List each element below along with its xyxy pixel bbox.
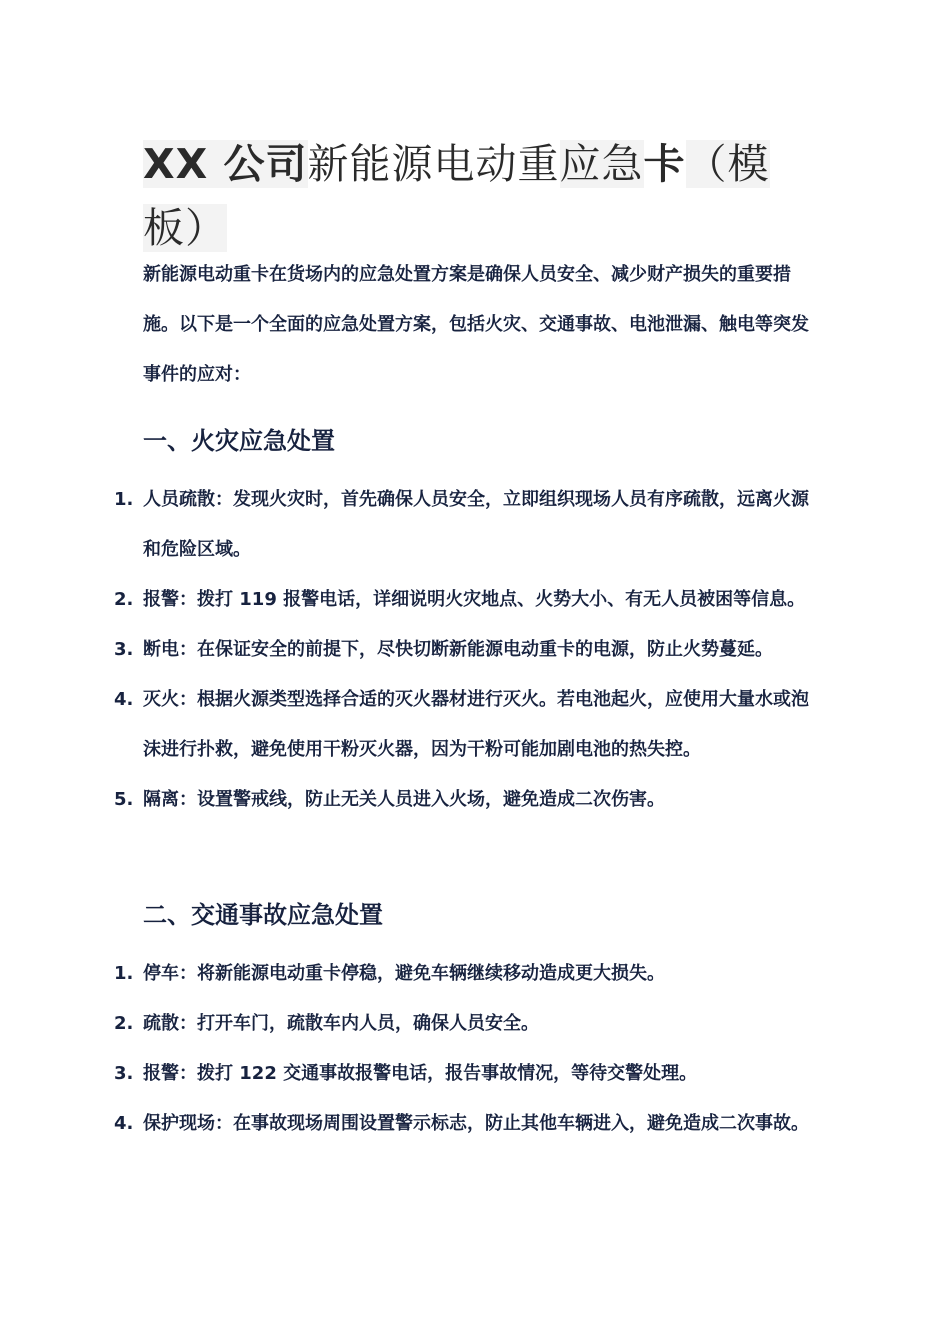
list-item-number: 5. [114, 789, 134, 810]
title-segment: 卡 [643, 140, 686, 188]
title-segment: 应急 [559, 140, 644, 188]
list-item-number: 4. [114, 689, 134, 710]
list-item-text: 人员疏散：发现火灾时，首先确保人员安全，立即组织现场人员有序疏散，远离火源和危险区域。 [143, 489, 809, 560]
list-item-text: 灭火：根据火源类型选择合适的灭火器材进行灭火。若电池起火，应使用大量水或泡沫进行扑救，避免使用干粉灭火器，因为干粉可能加剧电池的热失控。 [143, 689, 809, 760]
list-item-number: 1. [114, 963, 134, 984]
list-item [0, 575, 813, 625]
document-title [143, 132, 823, 260]
title-segment: （模 [685, 140, 770, 188]
list-item-number: 3. [114, 639, 134, 660]
list-item [0, 625, 813, 675]
list-item-text: 保护现场：在事故现场周围设置警示标志，防止其他车辆进入，避免造成二次事故。 [143, 1113, 809, 1134]
list-item-text: 停车：将新能源电动重卡停稳，避免车辆继续移动造成更大损失。 [143, 963, 665, 984]
section-heading-traffic: 二、交通事故应急处置 [143, 901, 383, 929]
list-item-text: 报警：拨打 122 交通事故报警电话，报告事故情况，等待交警处理。 [143, 1063, 698, 1084]
list-item [0, 949, 813, 999]
list-item [0, 775, 813, 825]
traffic-steps-list [0, 949, 813, 1149]
list-item-text: 隔离：设置警戒线，防止无关人员进入火场，避免造成二次伤害。 [143, 789, 665, 810]
list-item-number: 2. [114, 1013, 134, 1034]
list-item-text: 疏散：打开车门，疏散车内人员，确保人员安全。 [143, 1013, 539, 1034]
list-item [0, 1049, 813, 1099]
list-item-number: 3. [114, 1063, 134, 1084]
list-item-number: 4. [114, 1113, 134, 1134]
list-item [0, 675, 813, 775]
list-item-text: 报警：拨打 119 报警电话，详细说明火灾地点、火势大小、有无人员被困等信息。 [143, 589, 806, 610]
title-segment: 板） [143, 204, 227, 252]
intro-paragraph: 新能源电动重卡在货场内的应急处置方案是确保人员安全、减少财产损失的重要措施。以下是一个全面的应急处置方案，包括火灾、交通事故、电池泄漏、触电等突发事件的应对： [143, 264, 809, 385]
list-item-number: 1. [114, 489, 134, 510]
list-item [0, 999, 813, 1049]
list-item [0, 1099, 813, 1149]
list-item [0, 475, 813, 575]
title-segment: 新能源电动重 [307, 140, 560, 188]
section-heading-fire: 一、火灾应急处置 [143, 427, 335, 455]
list-item-number: 2. [114, 589, 134, 610]
list-item-text: 断电：在保证安全的前提下，尽快切断新能源电动重卡的电源，防止火势蔓延。 [143, 639, 773, 660]
title-segment: XX 公司 [143, 140, 308, 188]
fire-steps-list [0, 475, 813, 825]
